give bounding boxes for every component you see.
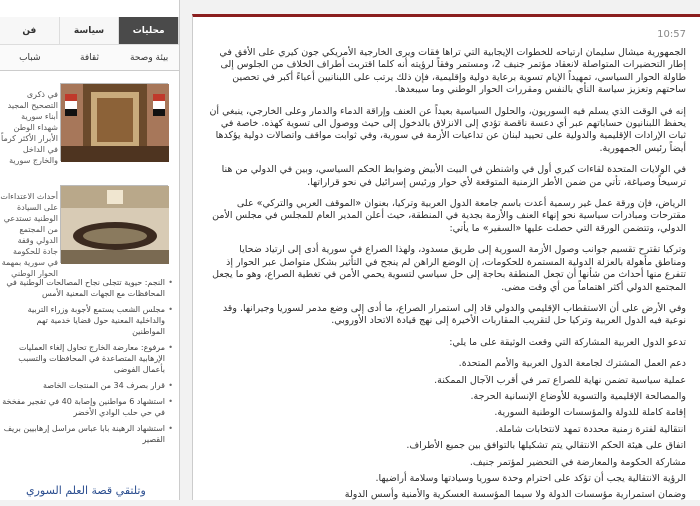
article-list-item: اتفاق على هيئة الحكم الانتقالي يتم تشكيلها بالتوافق بين جميع الأطراف.: [406, 440, 686, 452]
news-text-2: أحداث الاعتداءات على السيادة الوطنية تستدعي من المجتمع الدولي وقفة جادة للحكومة في سورية بمهمة الحوار الوطني: [0, 192, 58, 278]
list-item[interactable]: • استشهاد الرهينة بابا عباس مراسل إرهابيين بريف القصير: [2, 423, 173, 445]
article-list-item: انتقالية لفترة زمنية محددة تمهد لانتخابات شاملة.: [495, 423, 686, 435]
article-list-item: إقامة كاملة للدولة والمؤسسات الوطنية السورية.: [494, 407, 686, 419]
category-tabs: [0, 17, 179, 45]
subcategory-tabs: [0, 45, 179, 71]
meeting-room-illustration: [61, 186, 169, 264]
list-item[interactable]: • النجم: حيوية تتجلى نجاح المصالحات الوطنية في المحافظات مع الجهات المعنية الأمس: [2, 277, 173, 299]
news-item-2[interactable]: [0, 185, 179, 278]
list-item[interactable]: • مجلس الشعب يستمع لأجوبة وزراء التربية والداخلية المعنية حول قضايا خدمية تهم المواطنين: [2, 304, 173, 337]
tab-art[interactable]: فن: [0, 17, 60, 45]
article-list-item: والمصالحة الإقليمية والتسوية للأوضاع الإنسانية الحرجة.: [470, 390, 686, 402]
list-item[interactable]: • قرار بصرف 34 من المنتجات الخاصة: [2, 380, 173, 391]
article-list-item: الرؤية الانتقالية يجب أن تؤكد على احترام وحدة سوريا وسيادتها وسلامة أراضيها.: [375, 472, 686, 484]
article-paragraph: وفي الأرض على أن الاستقطاب الإقليمي والدولي قاد إلى استمرار الصراع، ما أدى إلى وضع مدمر لسوريا وجيرانها. وقد نوعية فيه الدول العربية وتركيا حل لتقريب المقاربات الأخيرة إلى نهج قيادة الاتحاد الأوروبي.: [222, 302, 686, 327]
list-item[interactable]: • استشهاد 6 مواطنين وإصابة 40 في تفجير مفخخة في حي حلب الوادي الأخضر: [2, 396, 173, 418]
article-paragraph: الجمهورية ميشال سليمان ارتياحه للخطوات الإيجابية التي تراها فقات ويرى الخارجية الأمريكي جون كيري على الأفق في إطار التحضيرات المتواصلة لانعقاد مؤتمر جنيف 2، ومستمر وفقاً لرؤيته أنه كلما اقتربت أطراف الخلاف من الجلوس إلى طاولة الحوار السياسي، تمهيداً الإيام تسوية برعاية دولية وإقليمية، فإن ذلك يرتب على اللبنانيين أعباءً أكبر في تحصين ساحتهم وتعزيز سياسة النأي بالنفس ومقررات الحوار الوطني وما سيبعدها.: [219, 47, 686, 96]
footer-link[interactable]: وتلتقي قصة العلم السوري: [26, 484, 146, 497]
left-panel: [0, 0, 180, 500]
article-paragraph: تدعو الدول العربية المشاركة التي وقعت الوثيقة على ما يلي:: [449, 336, 686, 348]
article-time: 10:57: [657, 29, 686, 40]
news-thumbnail-2[interactable]: [60, 185, 168, 263]
article-paragraph: وتركيا تقترح تقسيم جوانب وصول الأزمة السورية إلى طريق مسدود، ولهذا الصراع في سورية أدى إلى ارتياد ضحايا ومناطق مأهولة بالعزلة الدولية المستمرة للحكومات، إن الوضع الراهن لم ينجح في التأثير بشكل متواصل عبر الحوار إذ تتفرع منها أحداث من شأنها أن تجعل المنطقة بحاجة إلى حل سياسي لتسوية يحمي الأمن في تغطية الصراع، وهو ما يجعل المجتمع الدولي أكثر اهتماماً من أي وقت مضى.: [212, 244, 686, 293]
tab-local[interactable]: محليات: [119, 17, 179, 45]
tab-environment-health[interactable]: بيئة وصحة: [130, 52, 169, 63]
list-item[interactable]: • مرفوع: معارضة الخارج تحاول إلغاء العمليات الإرهابية المتصاعدة في المحافظات والتسبب بأعمال الفوضى: [2, 342, 173, 375]
article-list-item: مشاركة الحكومة والمعارضة في التحضير لمؤتمر جنيف.: [469, 456, 686, 468]
article-body: [206, 47, 686, 506]
article-list-item: دعم العمل المشترك لجامعة الدول العربية والأمم المتحدة.: [458, 358, 686, 370]
article-list-item: عملية سياسية تضمن نهاية للصراع تمر في أقرب الآجال الممكنة.: [434, 374, 686, 386]
headline-list: [0, 277, 179, 445]
article-panel: [192, 14, 700, 500]
news-item-1[interactable]: [0, 83, 179, 173]
tab-politics[interactable]: سياسة: [60, 17, 120, 45]
hall-photo-illustration: [61, 84, 169, 162]
tab-culture[interactable]: ثقافة: [80, 52, 99, 63]
article-paragraph: الرياض، فإن ورقة عمل غير رسمية أعدت باسم جامعة الدول العربية وتركيا، بعنوان «الموقف العربي والتركي» على مقترحات ومبادرات سياسية نحو إنهاء العنف والأزمة بجدية في المنطقة، حيث أعلن المدير العام للمجلس في مجلس الأمن الدولي، وتتضمن الورقة التي حصلت عليها «السفير» ما يأتي:: [212, 198, 686, 234]
article-list-item: وضمان استمرارية مؤسسات الدولة ولا سيما المؤسسة العسكرية والأمنية وأسس الدولة: [344, 489, 686, 501]
article-paragraph: إنه في الوقت الذي يسلم فيه السوريون، والحلول السياسية بعيداً عن العنف وإراقة الدماء والدمار وعلى الخارجي، ينبغي أن يحفظ اللبنانيون حساباتهم عبر أي دعسة ناقصة تؤدي إلى الانزلاق بالدخول إلى حيث ووصول الى تسوية كهذه. خاصة في ثبات الإرادات الإقليمية والدولية على تحييد لبنان عن تداعيات الأزمة في سورية، وفي ثوابت مواقف واتصالات دولية يؤكدها أيضاً رئيس الجمهورية.: [209, 105, 686, 154]
news-text-1: في ذكرى التصحيح المجيد أبناء سورية شهداء الوطن الأبرار الأكثر كرماً في الداخل والخارج سورية: [1, 90, 58, 165]
tab-youth[interactable]: شباب: [19, 52, 41, 63]
news-thumbnail-1[interactable]: [60, 83, 168, 161]
article-paragraph: في الولايات المتحدة لقاءات كيري أول في واشنطن في البيت الأبيض وضوابط الحكم السياسي، وبين في الدولي من هنا ترسيخاً وصياغة، تأتي من ضمن الأطر الزمنية المتوقعة لأي حوار ورئيس إسرائيل في نحو قراراتها.: [221, 164, 686, 188]
